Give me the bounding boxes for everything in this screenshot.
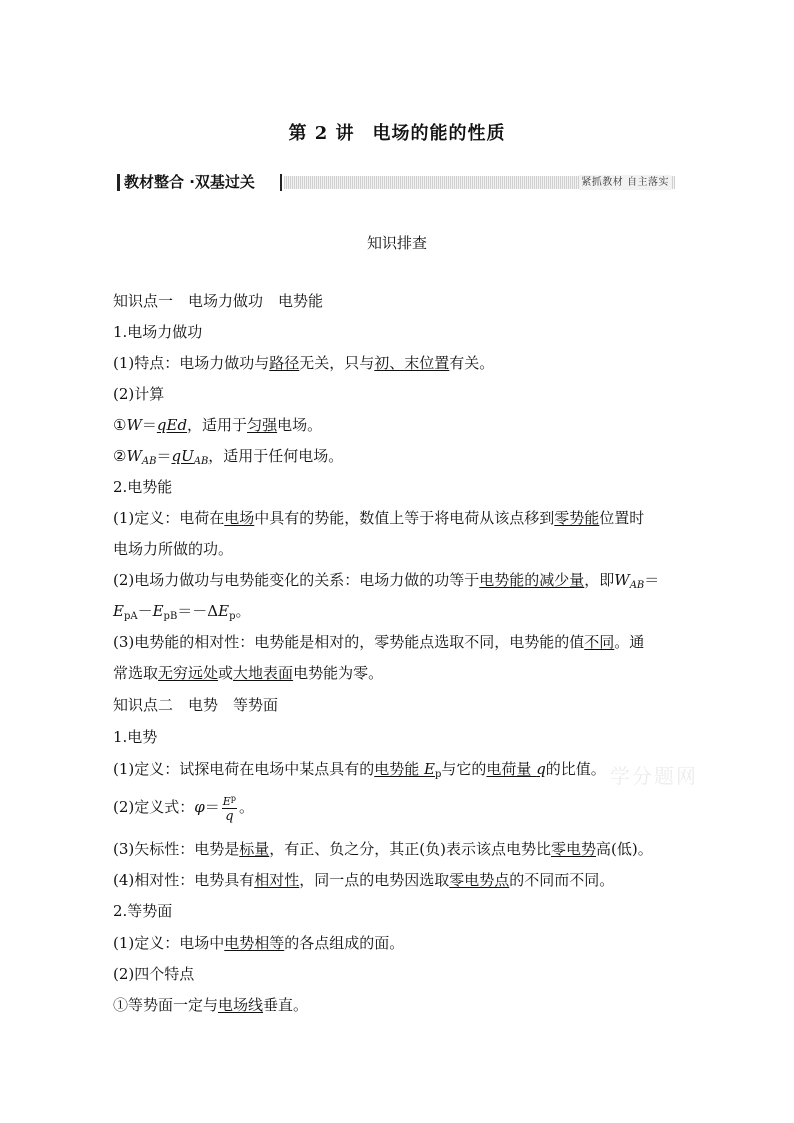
answer-blank: 路径	[269, 354, 300, 372]
lecture-topic: 电场的能的性质	[372, 123, 506, 144]
answer-blank: 匀强	[247, 416, 278, 434]
answer-blank: 零电势点	[449, 871, 510, 889]
kp1-line-relativity-cont: 常选取无穷远处或大地表面电势能为零。	[113, 664, 384, 682]
kp1-heading-1: 1.电场力做功	[113, 323, 203, 341]
section-tagline: 紧抓教材 自主落实	[581, 177, 669, 188]
kp1-formula-2: $②W_{AB}=qU_{AB}$，适用于任何电场。	[113, 447, 344, 467]
kp1-line-calc: (2)计算	[113, 385, 165, 403]
kp2-line-definition: (1)定义：试探电荷在电场中某点具有的电势能 $E_p$与它的电荷量 q的比值。	[113, 760, 606, 780]
answer-blank: 零电势	[550, 840, 596, 858]
kp2-line-features: (2)四个特点	[113, 965, 195, 983]
kp1-formula-1: ①W＝qEd，适用于匀强电场。	[113, 416, 323, 434]
answer-blank: $qU_{AB}$	[171, 447, 209, 467]
kp1-heading-2: 2.电势能	[113, 478, 173, 496]
answer-blank: 电场线	[218, 996, 264, 1014]
answer-blank: 电荷量 q	[486, 760, 546, 778]
answer-blank: 电势相等	[224, 934, 285, 952]
answer-blank: 初、末位置	[374, 354, 450, 372]
banner-left-mark	[117, 174, 120, 191]
answer-blank: 电场	[224, 509, 255, 527]
kp2-title: 知识点二 电势 等势面	[113, 696, 279, 714]
lecture-title	[0, 119, 794, 145]
answer-blank: 无穷远处	[158, 664, 219, 682]
watermark: 学分题网	[610, 764, 698, 788]
kp2-line-feature-1: ①等势面一定与电场线垂直。	[113, 996, 309, 1014]
kp2-line-relativity: (4)相对性：电势具有相对性，同一点的电势因选取零电势点的不同而不同。	[113, 871, 615, 889]
kp1-line-definition: (1)定义：电荷在电场中具有的势能，数值上等于将电荷从该点移到零势能位置时	[113, 509, 645, 527]
answer-blank: 不同	[584, 633, 615, 651]
kp1-line-definition-cont: 电场力所做的功。	[113, 540, 234, 558]
kp1-line-relativity: (3)电势能的相对性：电势能是相对的，零势能点选取不同，电势能的值不同。通	[113, 633, 645, 651]
kp2-line-equipotential-def: (1)定义：电场中电势相等的各点组成的面。	[113, 934, 405, 952]
answer-blank: 相对性	[254, 871, 300, 889]
banner-divider	[280, 174, 282, 191]
kp1-title: 知识点一 电场力做功 电势能	[113, 292, 324, 310]
section-banner	[117, 173, 675, 192]
lecture-number: 第 2 讲	[288, 123, 355, 144]
kp2-line-scalar: (3)矢标性：电势是标量，有正、负之分，其正(负)表示该点电势比零电势高(低)。	[113, 840, 653, 858]
kp2-heading-1: 1.电势	[113, 728, 158, 746]
answer-blank: 电势能 $E_p$	[374, 760, 442, 780]
kp2-heading-2: 2.等势面	[113, 902, 173, 920]
answer-blank: qEd	[156, 416, 188, 434]
potential-fraction: $\frac{E^p}{q}$	[222, 794, 236, 824]
section-label: 教材整合 ·双基过关	[124, 173, 255, 191]
answer-blank: 零势能	[554, 509, 600, 527]
kp2-line-formula: (2)定义式：φ＝ $\frac{E^p}{q}$ 。	[113, 794, 254, 824]
kp1-line-feature: (1)特点：电场力做功与路径无关，只与初、末位置有关。	[113, 354, 495, 372]
kp1-line-relation-cont: $E_{pA}-E_{pB}=-\Delta E_p$。	[113, 602, 251, 622]
kp1-line-relation: (2)电场力做功与电势能变化的关系：电场力做的功等于电势能的减少量，即$W_{AB}=$	[113, 571, 660, 591]
answer-blank: 电势能的减少量	[479, 571, 585, 589]
section-subtitle: 知识排查	[366, 234, 427, 252]
answer-blank: 大地表面	[233, 664, 294, 682]
answer-blank: 标量	[239, 840, 270, 858]
